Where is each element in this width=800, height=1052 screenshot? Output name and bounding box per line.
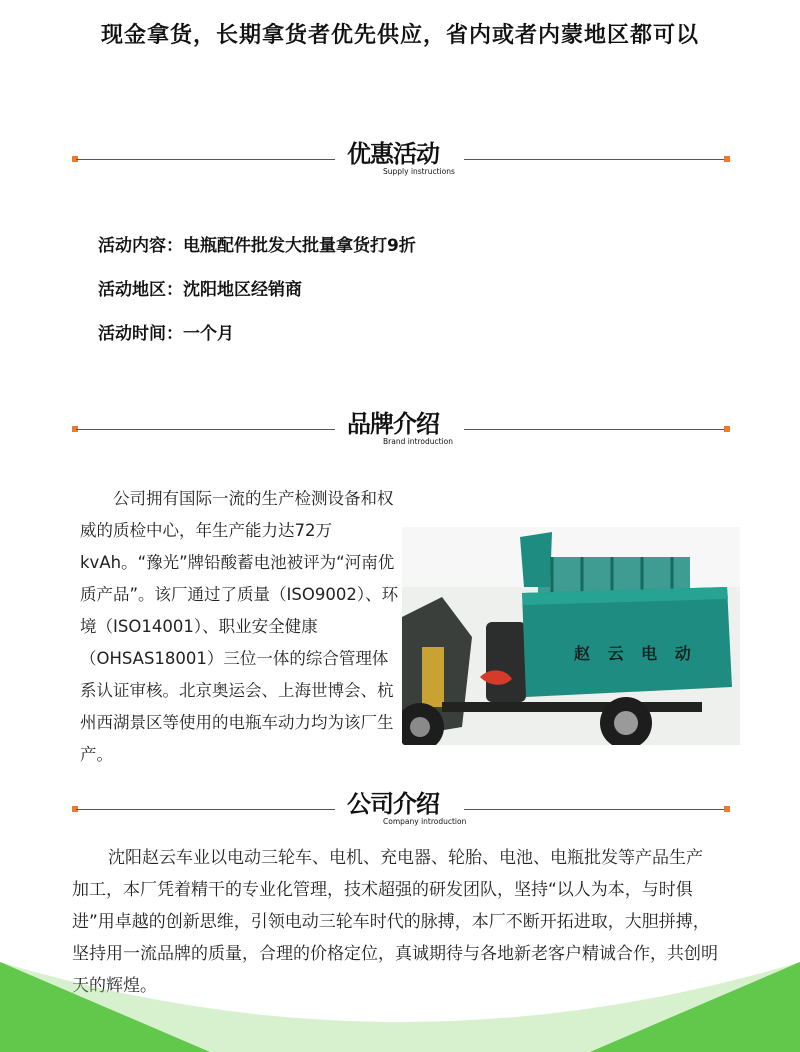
section-title-zh: 公司介绍 — [347, 790, 439, 818]
orange-dot-icon — [724, 156, 730, 162]
chassis — [442, 702, 702, 712]
section-title-zh: 品牌介绍 — [347, 410, 439, 438]
headline: 现金拿货，长期拿货者优先供应，省内或者内蒙地区都可以 — [100, 23, 699, 48]
divider-line — [464, 159, 726, 160]
divider-line — [76, 809, 335, 810]
orange-dot-icon — [724, 806, 730, 812]
section-title — [345, 788, 475, 832]
section-header-promo — [72, 138, 730, 182]
promo-duration: 活动时间：一个月 — [98, 324, 234, 344]
promo-region: 活动地区：沈阳地区经销商 — [98, 280, 302, 300]
divider-line — [464, 809, 726, 810]
divider-line — [76, 429, 335, 430]
orange-dot-icon — [724, 426, 730, 432]
section-header-company — [72, 788, 730, 832]
truck-lettering: 赵 云 电 动 — [574, 644, 697, 663]
section-title-en: Brand introduction — [383, 437, 454, 446]
section-title — [345, 138, 475, 182]
divider-line — [464, 429, 726, 430]
tricycle-photo — [402, 527, 740, 745]
section-header-brand — [72, 408, 730, 452]
section-title-en: Company introduction — [383, 817, 467, 826]
brand-intro-text: 公司拥有国际一流的生产检测设备和权威的质检中心，年生产能力达72万kvAh。“豫光”牌铅酸蓄电池被评为“河南优质产品”。该厂通过了质量（ISO9002）、环境（ISO14001）、职业安全健康（OHSAS18001）三位一体的综合管理体系认证审核。北京奥运会、上海世博会、杭州西湖景区等使用的电瓶车动力均为该厂生产。 — [80, 489, 399, 764]
seat — [486, 622, 526, 702]
divider-line — [76, 159, 335, 160]
green-corner-decoration — [0, 962, 800, 1052]
company-intro-text: 沈阳赵云车业以电动三轮车、电机、充电器、轮胎、电池、电瓶批发等产品生产加工，本厂凭着精干的专业化管理，技术超强的研发团队，坚持“以人为本，与时俱进”用卓越的创新思维，引领电动三轮车时代的脉搏，本厂不断开拓进取，大胆拼搏，坚持用一流品牌的质量，合理的价格定位，真诚期待与各地新老客户精诚合作，共创明天的辉煌。 — [72, 848, 718, 996]
section-title — [345, 408, 475, 452]
section-title-en: Supply instructions — [383, 167, 455, 176]
promo-content: 活动内容：电瓶配件批发大批量拿货打9折 — [98, 236, 416, 256]
section-title-zh: 优惠活动 — [347, 140, 439, 168]
